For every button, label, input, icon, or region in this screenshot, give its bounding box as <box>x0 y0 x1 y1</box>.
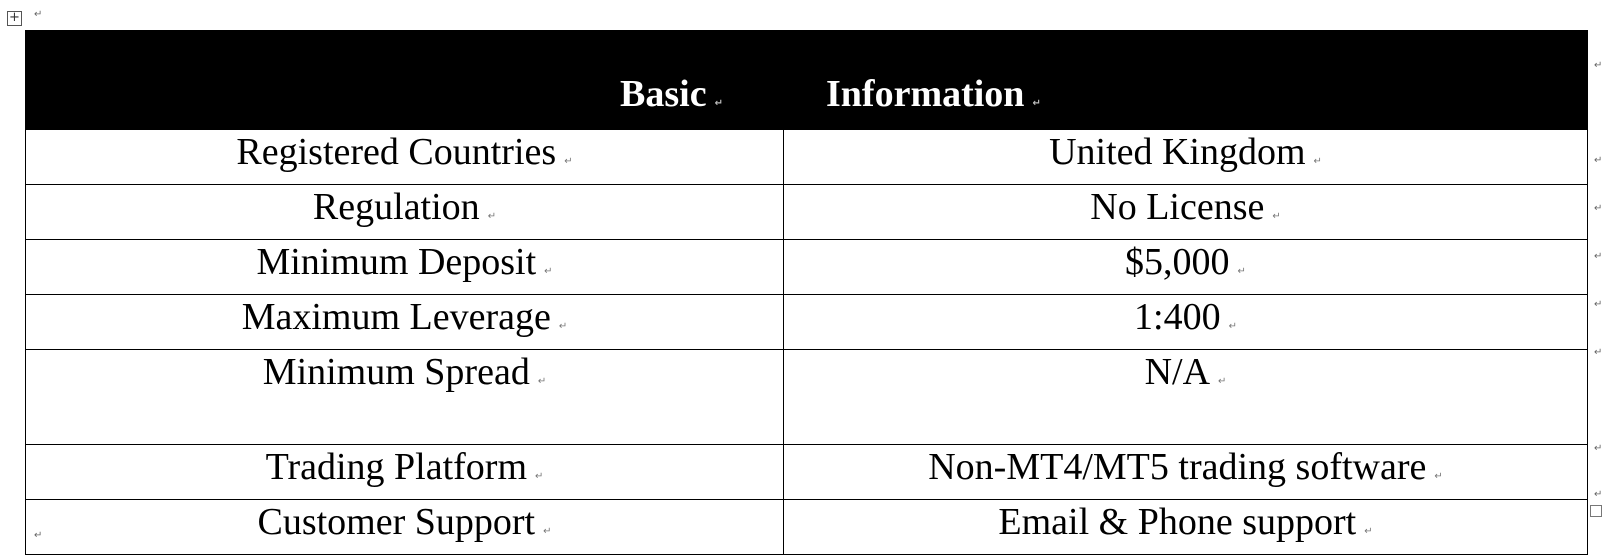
row-label: Regulation <box>312 186 480 228</box>
row-end-mark-icon: ↵ <box>1594 203 1603 214</box>
paragraph-mark-icon: ↵ <box>34 530 43 541</box>
row-label: Registered Countries <box>236 131 557 173</box>
row-value: $5,000 <box>1125 241 1230 283</box>
table-row <box>26 185 1588 240</box>
row-value: Non-MT4/MT5 trading software <box>928 446 1427 488</box>
row-value: 1:400 <box>1134 296 1221 338</box>
cell-end-mark-icon: ↵ <box>558 321 568 332</box>
cell-end-mark-icon: ↵ <box>1237 266 1246 277</box>
value-cell[interactable] <box>784 130 1588 185</box>
cell-end-mark-icon: ↵ <box>1313 156 1322 167</box>
label-cell[interactable] <box>26 445 784 500</box>
cell-end-mark-icon: ↵ <box>1032 98 1041 109</box>
row-label: Customer Support <box>257 501 536 543</box>
row-end-mark-icon: ↵ <box>1594 299 1603 310</box>
label-cell[interactable] <box>26 295 784 350</box>
value-cell[interactable] <box>784 295 1588 350</box>
label-cell[interactable] <box>26 500 784 555</box>
row-end-mark-icon: ↵ <box>1594 347 1603 358</box>
table-header-row <box>26 31 1588 130</box>
row-value: No License <box>1090 186 1265 228</box>
row-label: Minimum Spread <box>262 351 530 393</box>
row-end-mark-icon: ↵ <box>1594 60 1603 71</box>
table-row <box>26 130 1588 185</box>
cell-end-mark-icon: ↵ <box>714 98 723 109</box>
header-information-label: Information <box>826 73 1025 115</box>
cell-end-mark-icon: ↵ <box>543 526 552 537</box>
label-cell[interactable] <box>26 185 784 240</box>
value-cell[interactable] <box>784 185 1588 240</box>
cell-end-mark-icon: ↵ <box>487 211 497 222</box>
header-cell-information[interactable] <box>784 31 1588 130</box>
row-label: Trading Platform <box>265 446 528 488</box>
table-row <box>26 445 1588 500</box>
row-label: Maximum Leverage <box>241 296 551 338</box>
label-cell[interactable] <box>26 240 784 295</box>
cell-end-mark-icon: ↵ <box>544 266 553 277</box>
cell-end-mark-icon: ↵ <box>1434 471 1443 482</box>
header-basic-label: Basic <box>620 73 707 115</box>
row-value: Email & Phone support <box>998 501 1357 543</box>
value-cell[interactable] <box>784 500 1588 555</box>
row-label: Minimum Deposit <box>256 241 537 283</box>
cell-end-mark-icon: ↵ <box>564 156 573 167</box>
cell-end-mark-icon: ↵ <box>1272 211 1281 222</box>
table-resize-handle[interactable] <box>1590 505 1602 517</box>
paragraph-mark-icon: ↵ <box>34 9 43 20</box>
table-row <box>26 240 1588 295</box>
cell-end-mark-icon: ↵ <box>1228 321 1237 332</box>
table-row <box>26 350 1588 445</box>
cell-end-mark-icon: ↵ <box>537 376 547 387</box>
value-cell[interactable] <box>784 445 1588 500</box>
row-end-mark-icon: ↵ <box>1594 251 1603 262</box>
value-cell[interactable] <box>784 240 1588 295</box>
row-end-mark-icon: ↵ <box>1594 489 1603 500</box>
basic-information-table <box>25 30 1588 555</box>
row-end-mark-icon: ↵ <box>1594 443 1603 454</box>
row-value: United Kingdom <box>1049 131 1306 173</box>
header-cell-basic[interactable] <box>26 31 784 130</box>
table-move-handle-icon[interactable]: + <box>7 11 22 26</box>
cell-end-mark-icon: ↵ <box>535 471 544 482</box>
table-row <box>26 500 1588 555</box>
cell-end-mark-icon: ↵ <box>1364 526 1373 537</box>
row-end-mark-icon: ↵ <box>1594 155 1603 166</box>
table-row <box>26 295 1588 350</box>
label-cell[interactable] <box>26 350 784 445</box>
value-cell[interactable] <box>784 350 1588 445</box>
cell-end-mark-icon: ↵ <box>1218 376 1227 387</box>
label-cell[interactable] <box>26 130 784 185</box>
row-value: N/A <box>1144 351 1211 393</box>
